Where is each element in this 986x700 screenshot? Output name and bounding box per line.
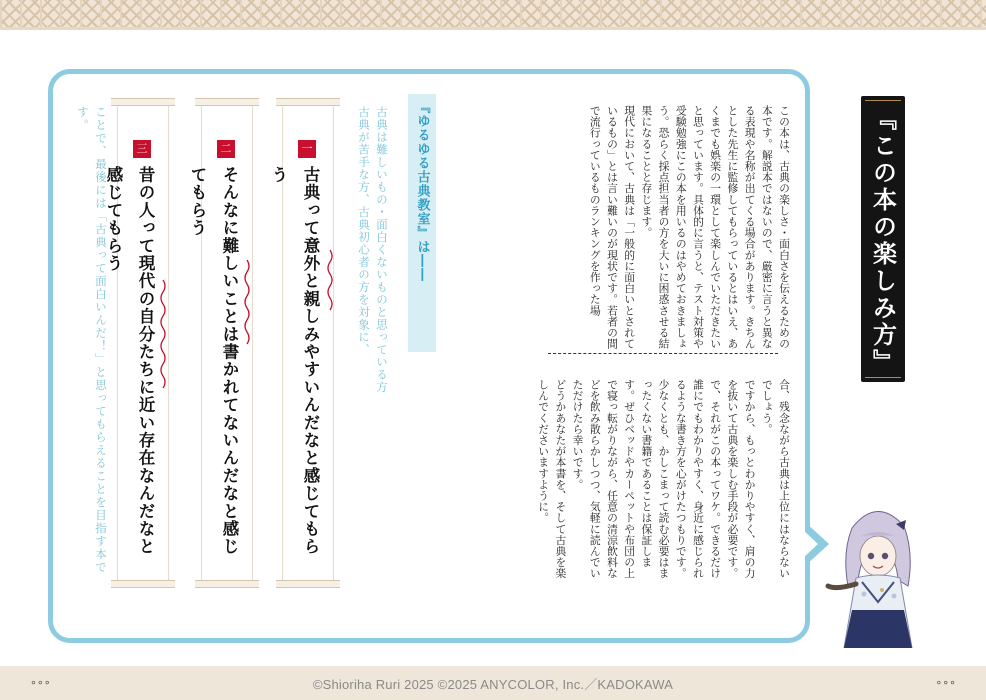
footer-ornament-left: ∘∘∘	[30, 676, 51, 689]
scroll-number-badge: 三	[133, 140, 151, 158]
intro-outro: ことで、最後には「古典って面白いんだ！」と思ってもらえることを目指す本です。	[76, 106, 108, 574]
footer	[0, 666, 986, 700]
page-title-box	[861, 96, 905, 382]
intro-heading: 『ゆるゆる古典教室』は――	[414, 100, 430, 282]
scroll-number-badge: 二	[217, 140, 235, 158]
copyright-text: ©Shioriha Ruri 2025 ©2025 ANYCOLOR, Inc.／KADOKAWA	[312, 676, 674, 692]
point-scroll-3	[104, 98, 175, 588]
scroll-text: 昔の人って現代の自分たちに近い存在なんだなと感じてもらう	[104, 166, 155, 556]
body-paragraph: 現代において、古典は「一般的に面白いとされているもの」とは言い難いのが現状です。若者の間で流行っているものランキングを作った場	[588, 105, 637, 350]
page-title: 『この本の楽しみ方』	[868, 106, 897, 376]
body-lower	[535, 379, 793, 584]
scroll-number-badge: 一	[298, 140, 316, 158]
intro-body: 古典は難しいもの・面白くないものと思っている方 古典が苦手な方、古典初心者の方を対象に、	[357, 106, 389, 406]
intro-heading-box	[408, 94, 436, 352]
scroll-text: そんなに難しいことは書かれてないんだなと感じてもらう	[188, 166, 239, 556]
character-illustration	[822, 498, 932, 648]
header-pattern-band	[0, 0, 986, 30]
scroll-text: 古典って意外と親しみやすいんだなと感じてもらう	[269, 166, 320, 556]
body-paragraph: ですから、もっとわかりやすく、肩の力を抜いて古典を楽しむ手段が必要です。で、それがこの本ってワケ。できるだけ誰にでもわかりやすく、身近に感じられるような書き方を心がけたつもりです。少なくとも、かしこまって読む必要はまったくない書籍であることは保証します。ぜひベッドやカーペットや布団の上で寝っ転がりながら、任意の清涼飲料などを飲み散らかしつつ、気軽に読んでいただけたら幸いです。	[571, 379, 757, 579]
body-paragraph: この本は、古典の楽しさ・面白さを伝えるための本です。解説本ではないので、厳密に言うと異なる表現や名称が出てくる場合があります。きちんとした先生に監修してもらっているとはいえ、あくまでも娯楽の一環として楽しんでいただきたいと思っています。具体的に言うと、テスト対策や受験勉強にこの本を用いるのはやめておきましょう。恐らく採点担当者の方を大いに困惑させる結果になることと存じます。	[640, 105, 791, 350]
point-scroll-2	[188, 98, 259, 588]
footer-ornament-right: ∘∘∘	[935, 676, 956, 689]
body-paragraph: どうかあなたが本書を、そして古典を楽しんでくださいますように。	[537, 379, 568, 579]
section-divider	[548, 353, 778, 360]
body-upper	[587, 105, 793, 350]
point-scroll-1	[269, 98, 340, 588]
body-paragraph: 合、残念ながら古典は上位にはならないでしょう。	[760, 379, 791, 579]
